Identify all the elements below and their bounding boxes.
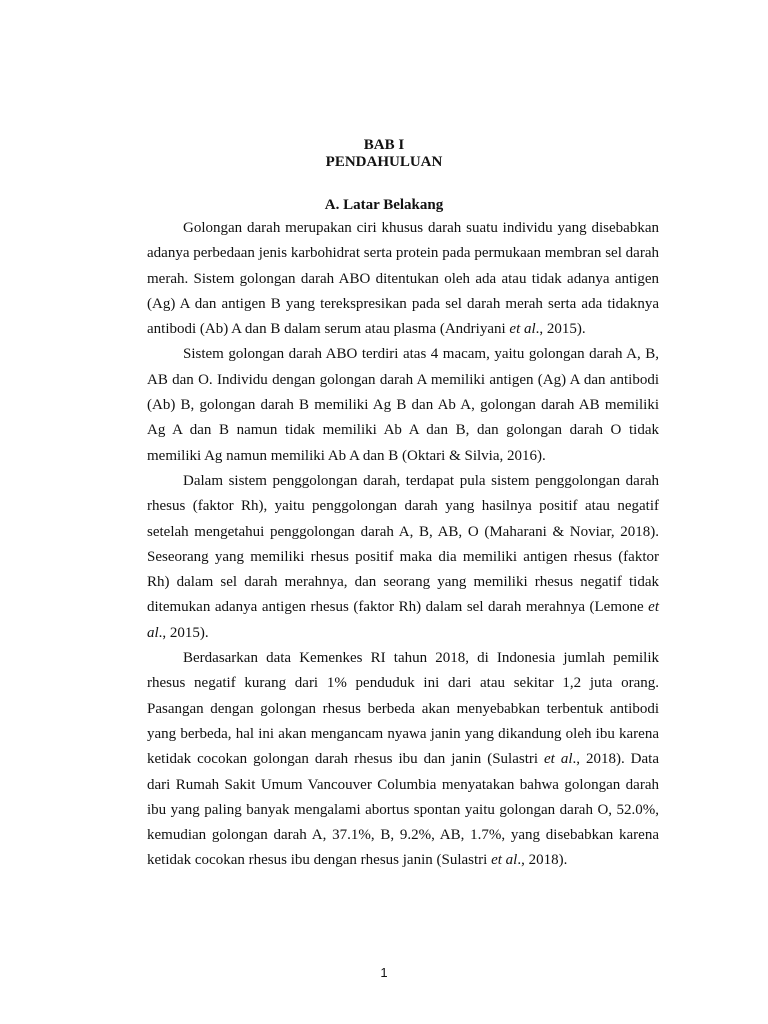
chapter-number: BAB I xyxy=(363,137,405,153)
paragraph xyxy=(147,342,659,468)
text-segment: ., 2015). xyxy=(535,321,586,338)
text-segment: Dalam sistem penggolongan darah, terdapat pula sistem penggolongan darah rhesus (faktor Rh), yaitu penggolongan darah yang hasilnya positif atau negatif setelah mengetahui penggolongan darah A, B, AB, O (Maharani & Noviar, 2018). Seseorang yang memiliki rhesus positif maka dia memiliki antigen rhesus (faktor Rh) dalam sel darah merahnya, dan seorang yang memiliki rhesus negatif tidak ditemukan adanya antigen rhesus (faktor Rh) dalam sel darah merahnya (Lemone xyxy=(147,472,659,616)
paragraph xyxy=(147,216,659,342)
text-segment-italic: et al xyxy=(509,321,536,338)
text-segment: ., 2018). Data dari Rumah Sakit Umum Vancouver Columbia menyatakan bahwa golongan darah ibu yang paling banyak mengalami abortus spontan yaitu golongan darah O, 52.0%, kemudian golongan darah A, 37.1%, B, 9.2%, AB, 1.7%, yang disebabkan karena ketidak cocokan rhesus ibu dengan rhesus janin (Sulastri xyxy=(147,751,659,869)
text-segment-italic: et al xyxy=(544,751,573,768)
section-heading: A. Latar Belakang xyxy=(324,197,444,213)
paragraph xyxy=(147,469,659,646)
text-segment: Sistem golongan darah ABO terdiri atas 4 macam, yaitu golongan darah A, B, AB dan O. Individu dengan golongan darah A memiliki antigen (Ag) A dan antibodi (Ab) B, golongan darah B memiliki Ag B dan Ab A, golongan darah AB memiliki Ag A dan B namun tidak memiliki Ab A dan B, dan golongan darah O tidak memiliki Ag namun memiliki Ab A dan B (Oktari & Silvia, 2016). xyxy=(147,346,659,464)
text-segment: ., 2015). xyxy=(158,624,209,641)
text-segment-italic: et al xyxy=(491,852,518,869)
text-segment: ., 2018). xyxy=(517,852,568,869)
paragraph xyxy=(147,646,659,874)
text-segment: Golongan darah merupakan ciri khusus darah suatu individu yang disebabkan adanya perbedaan jenis karbohidrat serta protein pada permukaan membran sel darah merah. Sistem golongan darah ABO ditentukan oleh ada atau tidak adanya antigen (Ag) A dan antigen B yang terekspresikan pada sel darah merah serta ada tidaknya antibodi (Ab) A dan B dalam serum atau plasma (Andriyani xyxy=(147,220,659,338)
body-text xyxy=(147,216,659,874)
page-number: 1 xyxy=(380,965,388,980)
text-segment-italic: et al xyxy=(147,599,659,641)
text-segment: Berdasarkan data Kemenkes RI tahun 2018, di Indonesia jumlah pemilik rhesus negatif kurang dari 1% penduduk ini dari atau sekitar 1,2 juta orang. Pasangan dengan golongan rhesus berbeda akan menyebabkan terbentuk antibodi yang berbeda, hal ini akan mengancam nyawa janin yang dikandung oleh ibu karena ketidak cocokan golongan darah rhesus ibu dan janin (Sulastri xyxy=(147,650,659,768)
chapter-title: PENDAHULUAN xyxy=(325,154,443,170)
